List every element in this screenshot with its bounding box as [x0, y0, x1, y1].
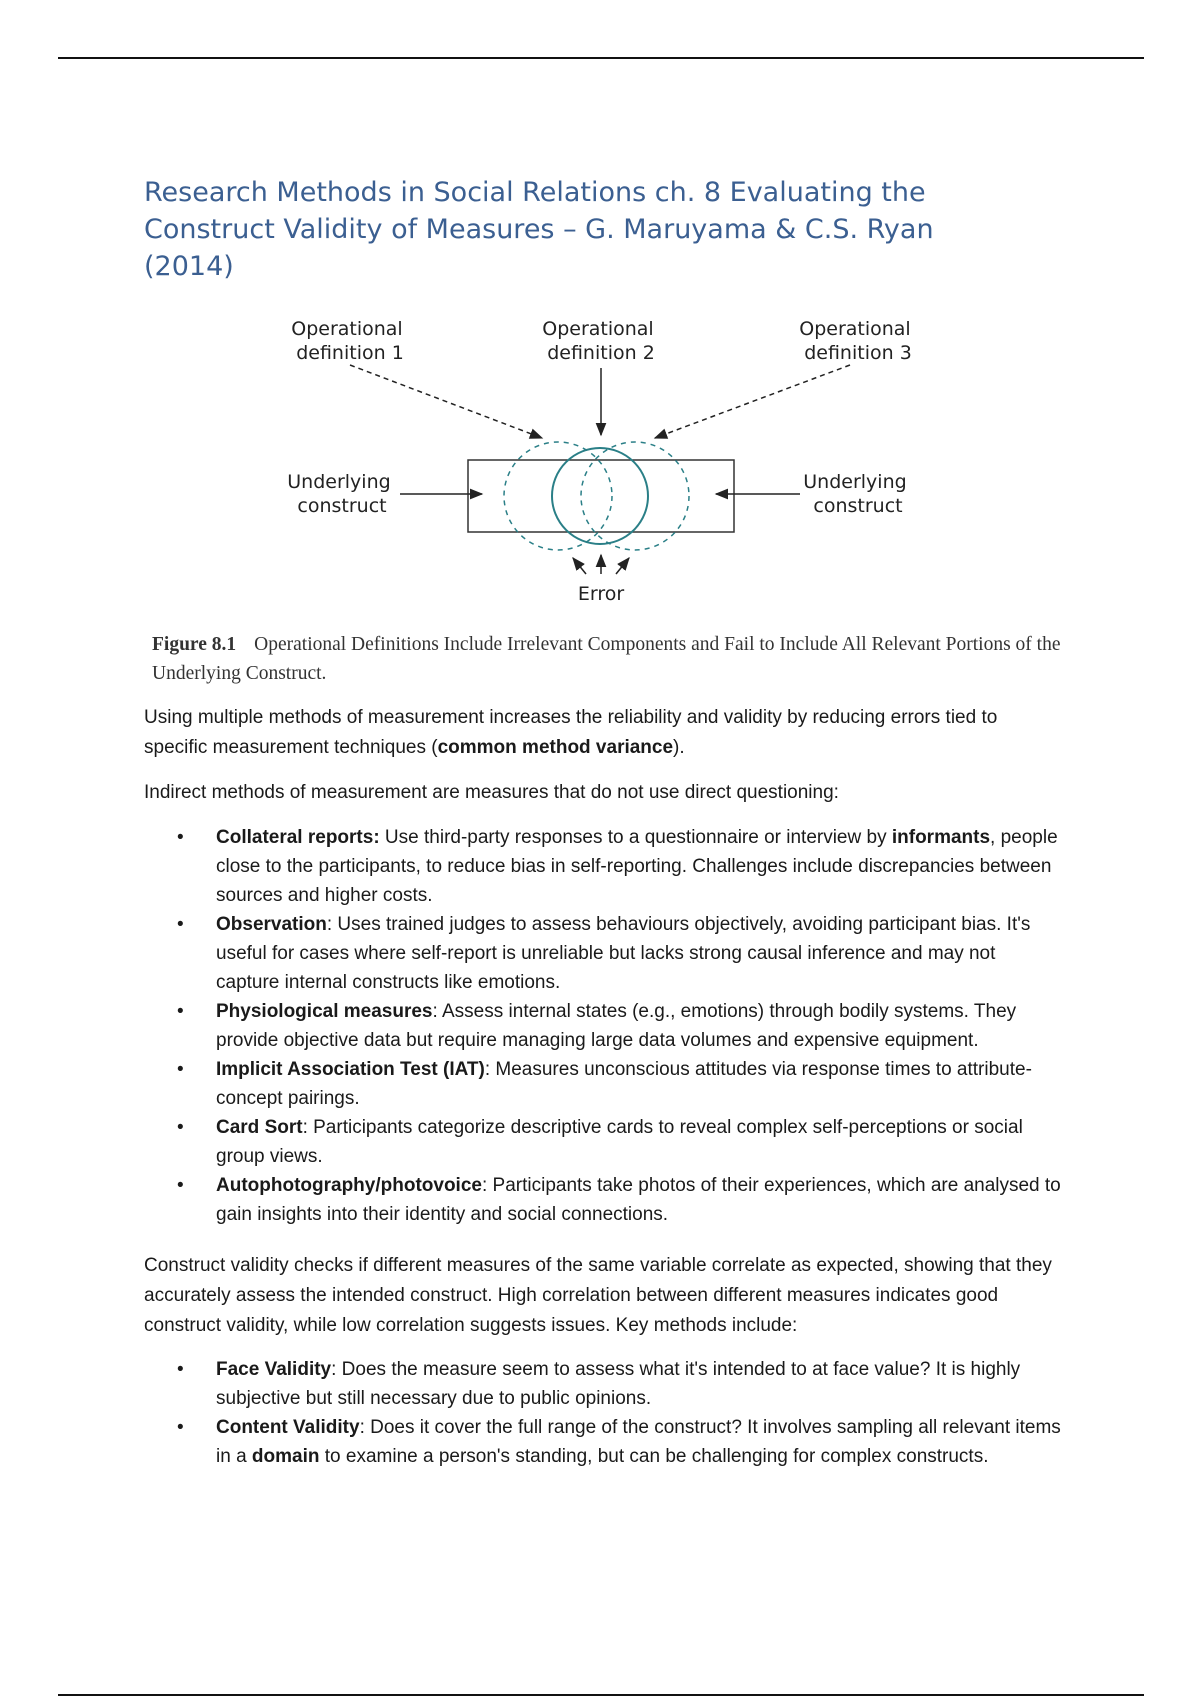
figure-label: Figure 8.1	[152, 634, 237, 655]
paragraph-multiple-methods	[144, 703, 1064, 763]
list-item	[144, 910, 1064, 997]
arrow-op-def-3	[655, 365, 850, 438]
indirect-methods-list	[144, 823, 1064, 1229]
op-def-2-label: Operational definition 2	[542, 318, 655, 364]
bullet-icon: •	[177, 1175, 184, 1196]
arrow-error-right	[616, 558, 629, 574]
list-item	[144, 1355, 1064, 1413]
paragraph-text: ).	[673, 737, 685, 758]
item-text: : Participants categorize descriptive cards to reveal complex self-perceptions or social group views.	[216, 1117, 1023, 1167]
bold-term: Autophotography/photovoice	[216, 1175, 482, 1196]
paragraph-text: Using multiple methods of measurement increases the reliability and validity by reducing errors tied to specific measurement techniques (	[144, 707, 998, 758]
bold-term: Face Validity	[216, 1359, 332, 1380]
bullet-icon: •	[177, 1059, 184, 1080]
item-text: : Participants take photos of their experiences, which are analysed to gain insights into their identity and social connections.	[216, 1175, 1061, 1225]
list-item	[144, 823, 1064, 910]
bold-term: Collateral reports:	[216, 827, 380, 848]
list-item	[144, 1113, 1064, 1171]
bold-term: Observation	[216, 914, 327, 935]
list-item	[144, 1171, 1064, 1229]
bold-term: Implicit Association Test (IAT)	[216, 1059, 485, 1080]
bold-term: common method variance	[437, 737, 674, 758]
paragraph-indirect-methods: Indirect methods of measurement are measures that do not use direct questioning:	[144, 782, 839, 803]
validity-methods-list	[144, 1355, 1064, 1471]
bullet-icon: •	[177, 1359, 184, 1380]
bold-term: informants	[891, 827, 991, 848]
item-text: Use third-party responses to a questionnaire or interview by	[379, 827, 892, 848]
list-item	[144, 1055, 1064, 1113]
arrow-op-def-1	[350, 365, 542, 438]
bullet-icon: •	[177, 827, 184, 848]
list-item	[144, 997, 1064, 1055]
bold-term: Content Validity	[216, 1417, 360, 1438]
bold-term: domain	[251, 1446, 320, 1467]
item-text: to examine a person's standing, but can be challenging for complex constructs.	[319, 1446, 989, 1467]
construct-diagram	[270, 310, 930, 615]
error-label: Error	[577, 583, 625, 605]
construct-right-label: Underlying construct	[803, 471, 907, 517]
construct-box	[468, 460, 734, 532]
op-def-1-label: Operational definition 1	[291, 318, 404, 364]
bottom-rule	[58, 1694, 1144, 1696]
bold-term: Card Sort	[216, 1117, 303, 1138]
top-rule	[58, 57, 1144, 59]
figure-caption-text: Operational Definitions Include Irrelevant Components and Fail to Include All Relevant Portions of the Underlying Construct.	[152, 634, 1061, 684]
item-text: : Measures unconscious attitudes via response times to attribute-concept pairings.	[216, 1059, 1032, 1109]
bullet-icon: •	[177, 914, 184, 935]
construct-left-label: Underlying construct	[287, 471, 391, 517]
list-item	[144, 1413, 1064, 1471]
arrow-error-left	[573, 558, 586, 574]
item-text: , people close to the participants, to reduce bias in self-reporting. Challenges include discrepancies between sources and higher costs.	[216, 827, 1058, 906]
item-text: : Does the measure seem to assess what it's intended to at face value? It is highly subjective but still necessary due to public opinions.	[216, 1359, 1021, 1409]
bold-term: Physiological measures	[216, 1001, 433, 1022]
item-text: : Does it cover the full range of the construct? It involves sampling all relevant items in a	[216, 1417, 1061, 1467]
op-def-3-label: Operational definition 3	[799, 318, 912, 364]
item-text: : Uses trained judges to assess behaviours objectively, avoiding participant bias. It's useful for cases where self-report is unreliable but lacks strong causal inference and may not capture internal constructs like emotions.	[216, 914, 1031, 993]
paragraph-construct-validity: Construct validity checks if different measures of the same variable correlate as expected, showing that they accurately assess the intended construct. High correlation between different measures indicates good construct validity, while low correlation suggests issues. Key methods include:	[144, 1255, 1052, 1336]
figure-caption	[152, 630, 1062, 688]
bullet-icon: •	[177, 1417, 184, 1438]
page-title: Research Methods in Social Relations ch. 8 Evaluating the Construct Validity of Measures – G. Maruyama & C.S. Ryan (2014)	[144, 177, 934, 282]
bullet-icon: •	[177, 1117, 184, 1138]
bullet-icon: •	[177, 1001, 184, 1022]
item-text: : Assess internal states (e.g., emotions) through bodily systems. They provide objective data but require managing large data volumes and expensive equipment.	[216, 1001, 1017, 1051]
